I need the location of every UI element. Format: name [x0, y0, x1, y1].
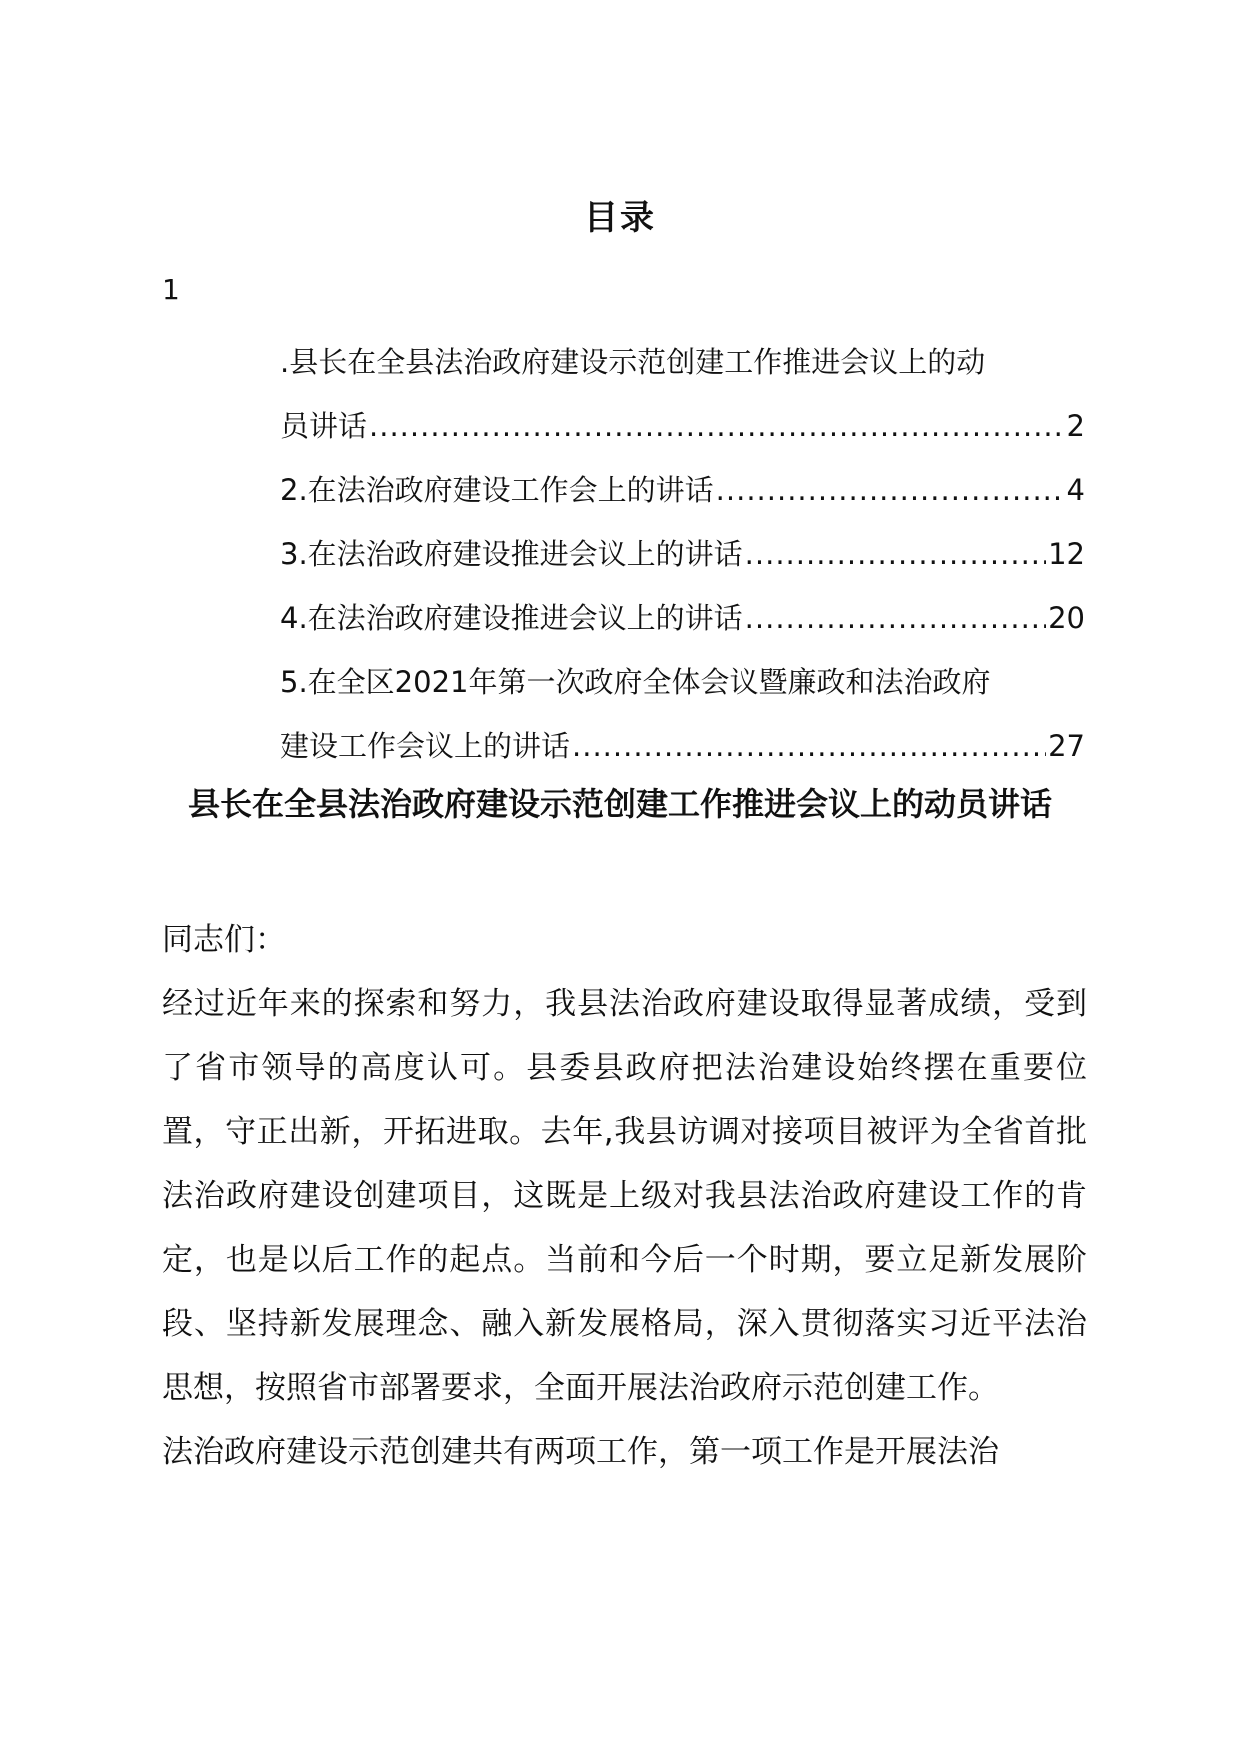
- salutation: 同志们：: [162, 922, 286, 958]
- article-body: [162, 908, 1087, 1484]
- toc-entry-text: 2.在法治政府建设工作会上的讲话: [280, 473, 714, 507]
- toc-entry-text: 建设工作会议上的讲话: [280, 729, 571, 763]
- toc-page-number: 12: [1048, 537, 1085, 571]
- toc-page-number: 20: [1048, 601, 1085, 635]
- toc-number: 1: [162, 273, 180, 306]
- toc-entry-text: 3.在法治政府建设推进会议上的讲话: [280, 537, 743, 571]
- toc-leader-dots: [572, 714, 1046, 778]
- toc-page-number: 2: [1066, 409, 1085, 443]
- toc-page-number: 27: [1048, 729, 1085, 763]
- toc-entry-5[interactable]: [280, 650, 1085, 778]
- toc-entry-1[interactable]: [280, 330, 1085, 458]
- paragraph: 法治政府建设示范创建共有两项工作，第一项工作是开展法治: [162, 1434, 999, 1470]
- toc-entry-text: 5.在全区2021年第一次政府全体会议暨廉政和法治政府: [280, 665, 991, 699]
- toc-leader-dots: [745, 586, 1046, 650]
- toc-title: 目录: [584, 198, 656, 238]
- article-title: 县长在全县法治政府建设示范创建工作推进会议上的动员讲话: [187, 785, 1052, 823]
- paragraph: 经过近年来的探索和努力，我县法治政府建设取得显著成绩，受到了省市领导的高度认可。县委县政府把法治建设始终摆在重要位置，守正出新，开拓进取。去年,我县访调对接项目被评为全省首批法治政府建设创建项目，这既是上级对我县法治政府建设工作的肯定，也是以后工作的起点。当前和今后一个时期，要立足新发展阶段、坚持新发展理念、融入新发展格局，深入贯彻落实习近平法治思想，按照省市部署要求，全面开展法治政府示范创建工作。: [162, 986, 1087, 1406]
- toc-entry-4[interactable]: [280, 586, 1085, 650]
- toc-page-number: 4: [1066, 473, 1085, 507]
- toc-entry-text: 员讲话: [280, 409, 368, 443]
- toc-list: [280, 330, 1085, 778]
- toc-leader-dots: [745, 522, 1046, 586]
- toc-entry-2[interactable]: [280, 458, 1085, 522]
- toc-leader-dots: [716, 458, 1065, 522]
- toc-entry-text: 4.在法治政府建设推进会议上的讲话: [280, 601, 743, 635]
- toc-entry-text: .县长在全县法治政府建设示范创建工作推进会议上的动: [280, 345, 986, 379]
- toc-entry-3[interactable]: [280, 522, 1085, 586]
- toc-leader-dots: [369, 394, 1065, 458]
